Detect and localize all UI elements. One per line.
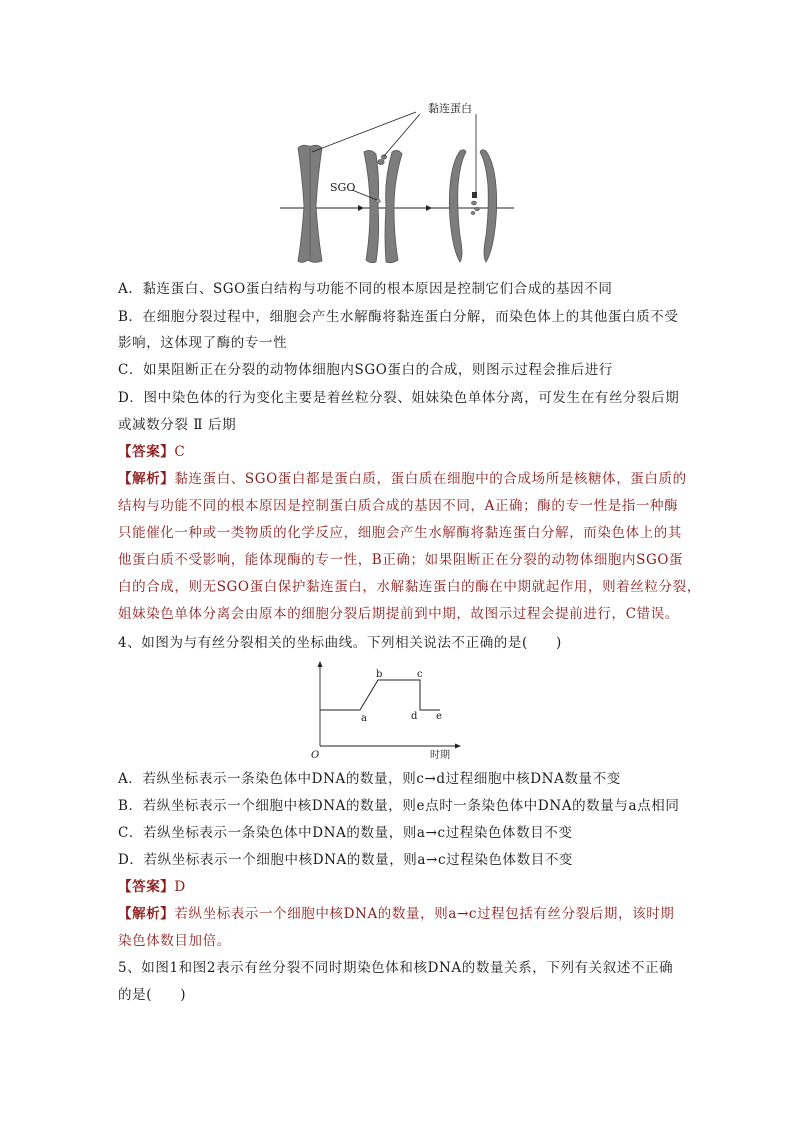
point-c-label: c bbox=[417, 669, 423, 680]
q5-stem-cont: 的是( ) bbox=[118, 987, 187, 1003]
answer-tag: 【答案】 bbox=[118, 444, 175, 460]
q3-option-a: A．黏连蛋白、SGO蛋白结构与功能不同的根本原因是控制它们合成的基因不同 bbox=[118, 281, 613, 297]
dna-curve-figure bbox=[308, 660, 468, 760]
q3-option-d-cont: 或减数分裂 Ⅱ 后期 bbox=[118, 417, 237, 433]
y-axis-arrow-icon bbox=[318, 661, 323, 667]
label-sgo: SGO bbox=[330, 181, 356, 194]
point-a-label: a bbox=[361, 713, 367, 724]
q4-answer bbox=[118, 877, 688, 897]
label-leader-line bbox=[384, 114, 420, 156]
point-e-label: e bbox=[436, 711, 442, 722]
chromosome-separation-figure bbox=[280, 96, 520, 266]
analysis-tag: 【解析】 bbox=[118, 471, 175, 487]
q3-answer bbox=[118, 442, 688, 462]
q3-option-b: B．在细胞分裂过程中，细胞会产生水解酶将黏连蛋白分解，而染色体上的其他蛋白质不受 bbox=[118, 309, 679, 325]
q3-analysis-line: 【解析】黏连蛋白、SGO蛋白都是蛋白质，蛋白质在细胞中的合成场所是核糖体，蛋白质的 bbox=[118, 471, 687, 487]
point-b-label: b bbox=[376, 669, 383, 680]
answer-value: C bbox=[174, 444, 186, 460]
q3-analysis-line: 白的合成，则无SGO蛋白保护黏连蛋白，水解黏连蛋白的酶在中期就起作用，则着丝粒分裂， bbox=[118, 579, 701, 595]
label-cohesin: 黏连蛋白 bbox=[428, 102, 472, 115]
answer-value: D bbox=[174, 879, 186, 895]
q4-option-a: A．若纵坐标表示一条染色体中DNA的数量，则c→d过程细胞中核DNA数量不变 bbox=[118, 771, 621, 787]
q3-analysis-line: 结构与功能不同的根本原因是控制蛋白质合成的基因不同，A正确；酶的专一性是指一种酶 bbox=[118, 498, 679, 514]
arrow-right-icon bbox=[426, 205, 432, 211]
q5-stem: 5、如图1和图2表示有丝分裂不同时期染色体和核DNA的数量关系，下列有关叙述不正确 bbox=[118, 960, 674, 976]
q4-stem: 4、如图为与有丝分裂相关的坐标曲线。下列相关说法不正确的是( ) bbox=[118, 635, 562, 651]
q3-option-d: D．图中染色体的行为变化主要是着丝粒分裂、姐妹染色单体分离，可发生在有丝分裂后期 bbox=[118, 390, 680, 406]
analysis-tag: 【解析】 bbox=[118, 906, 175, 922]
q4-analysis-line: 染色体数目加倍。 bbox=[118, 933, 231, 949]
q3-analysis-line: 他蛋白质不受影响，能体现酶的专一性，B正确；如果阻断正在分裂的动物体细胞内SGO蛋 bbox=[118, 552, 684, 568]
x-axis-label: 时期 bbox=[430, 750, 450, 760]
label-leader-line bbox=[312, 112, 416, 152]
arrow-right-icon bbox=[358, 205, 364, 211]
q3-analysis-line: 姐妹染色单体分离会由原本的细胞分裂后期提前到中期，故图示过程会提前进行，C错误。 bbox=[118, 606, 679, 622]
q3-option-b-cont: 影响，这体现了酶的专一性 bbox=[118, 335, 288, 351]
x-axis-arrow-icon bbox=[455, 744, 461, 749]
q4-analysis-line: 【解析】若纵坐标表示一个细胞中核DNA的数量，则a→c过程包括有丝分裂后期，该时期 bbox=[118, 906, 675, 922]
q3-analysis-line: 只能催化一种或一类物质的化学反应，细胞会产生水解酶将黏连蛋白分解，而染色体上的其 bbox=[118, 525, 682, 541]
point-d-label: d bbox=[411, 711, 418, 722]
q3-option-c: C．如果阻断正在分裂的动物体细胞内SGO蛋白的合成，则图示过程会推后进行 bbox=[118, 362, 614, 378]
q4-option-d: D．若纵坐标表示一个细胞中核DNA的数量，则a→c过程染色体数目不变 bbox=[118, 852, 574, 868]
q4-option-c: C．若纵坐标表示一条染色体中DNA的数量，则a→c过程染色体数目不变 bbox=[118, 825, 573, 841]
dna-curve-line bbox=[320, 680, 440, 710]
origin-label: O bbox=[311, 750, 320, 760]
q4-option-b: B．若纵坐标表示一个细胞中核DNA的数量，则e点时一条染色体中DNA的数量与a点相同 bbox=[118, 798, 680, 814]
chromosome-intact bbox=[298, 145, 322, 262]
chromosome-separating bbox=[364, 150, 402, 262]
chromosome-separated bbox=[449, 150, 496, 262]
answer-tag: 【答案】 bbox=[118, 879, 175, 895]
